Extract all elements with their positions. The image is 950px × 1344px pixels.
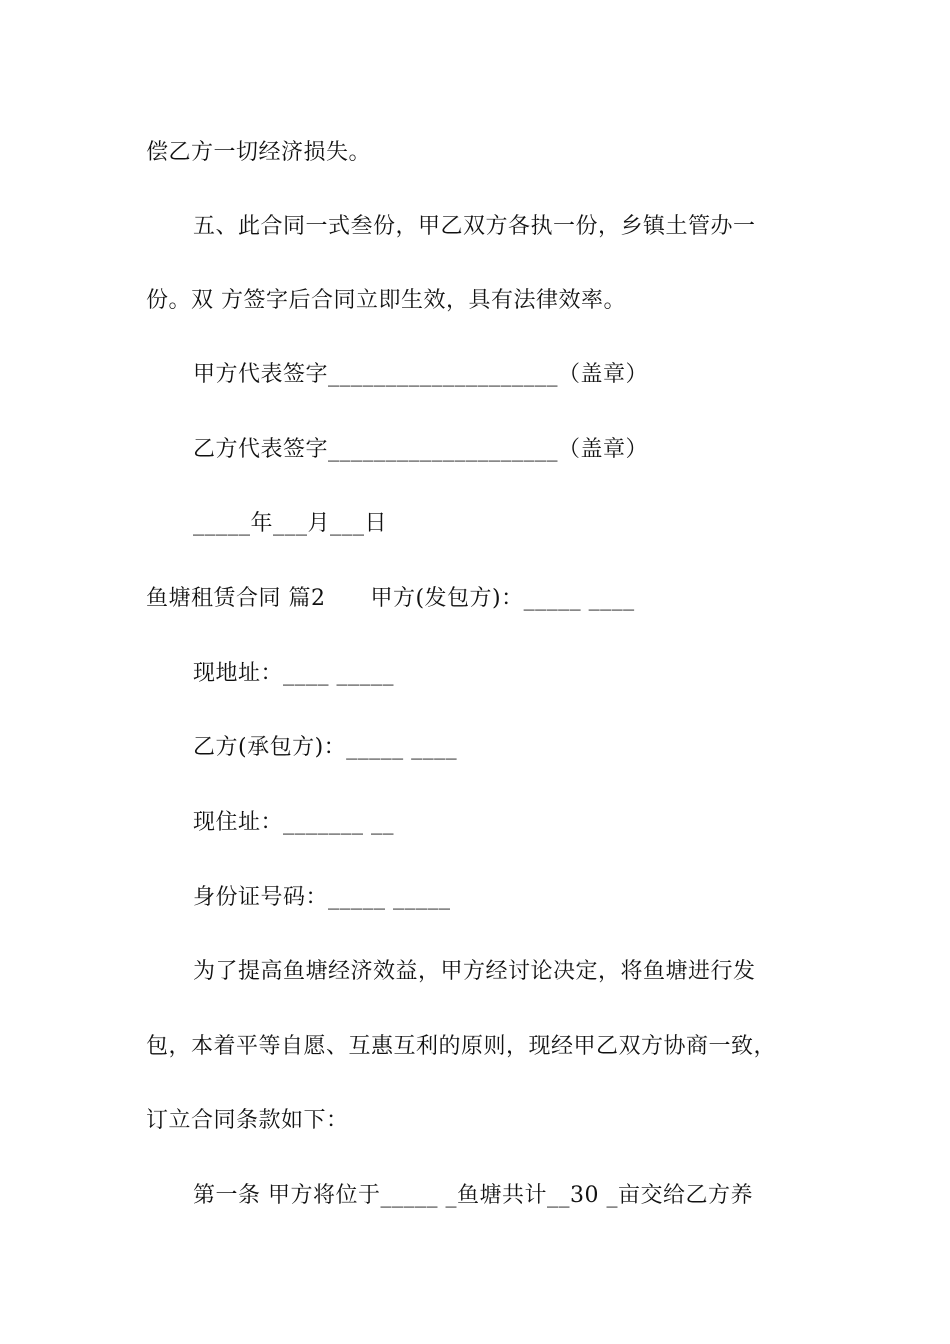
text-line-1: 偿乙方一切经济损失。 bbox=[146, 140, 372, 165]
date-line: _____年___月___日 bbox=[193, 511, 388, 536]
text-line-13: 包，本着平等自愿、互惠互利的原则，现经甲乙双方协商一致， bbox=[146, 1034, 777, 1059]
text-line-2: 五、此合同一式叁份，甲乙双方各执一份，乡镇土管办一 bbox=[193, 214, 756, 239]
text-line-3: 份。双 方签字后合同立即生效，具有法律效率。 bbox=[146, 288, 626, 313]
party-b-line: 乙方(承包方)：_____ ____ bbox=[193, 735, 458, 760]
text-line-14: 订立合同条款如下： bbox=[146, 1108, 349, 1133]
article-one-line: 第一条 甲方将位于_____ _鱼塘共计__30 _亩交给乙方养 bbox=[193, 1183, 753, 1208]
section-heading-line: 鱼塘租赁合同 篇2 甲方(发包方)：_____ ____ bbox=[146, 586, 635, 611]
text-line-12: 为了提高鱼塘经济效益，甲方经讨论决定，将鱼塘进行发 bbox=[193, 959, 756, 984]
party-b-signature-line: 乙方代表签字____________________（盖章） bbox=[193, 437, 649, 462]
id-number-line: 身份证号码：_____ _____ bbox=[193, 885, 451, 910]
party-a-signature-line: 甲方代表签字____________________（盖章） bbox=[193, 362, 649, 387]
current-address-line: 现地址：____ _____ bbox=[193, 661, 394, 686]
residence-line: 现住址：_______ __ bbox=[193, 810, 394, 835]
